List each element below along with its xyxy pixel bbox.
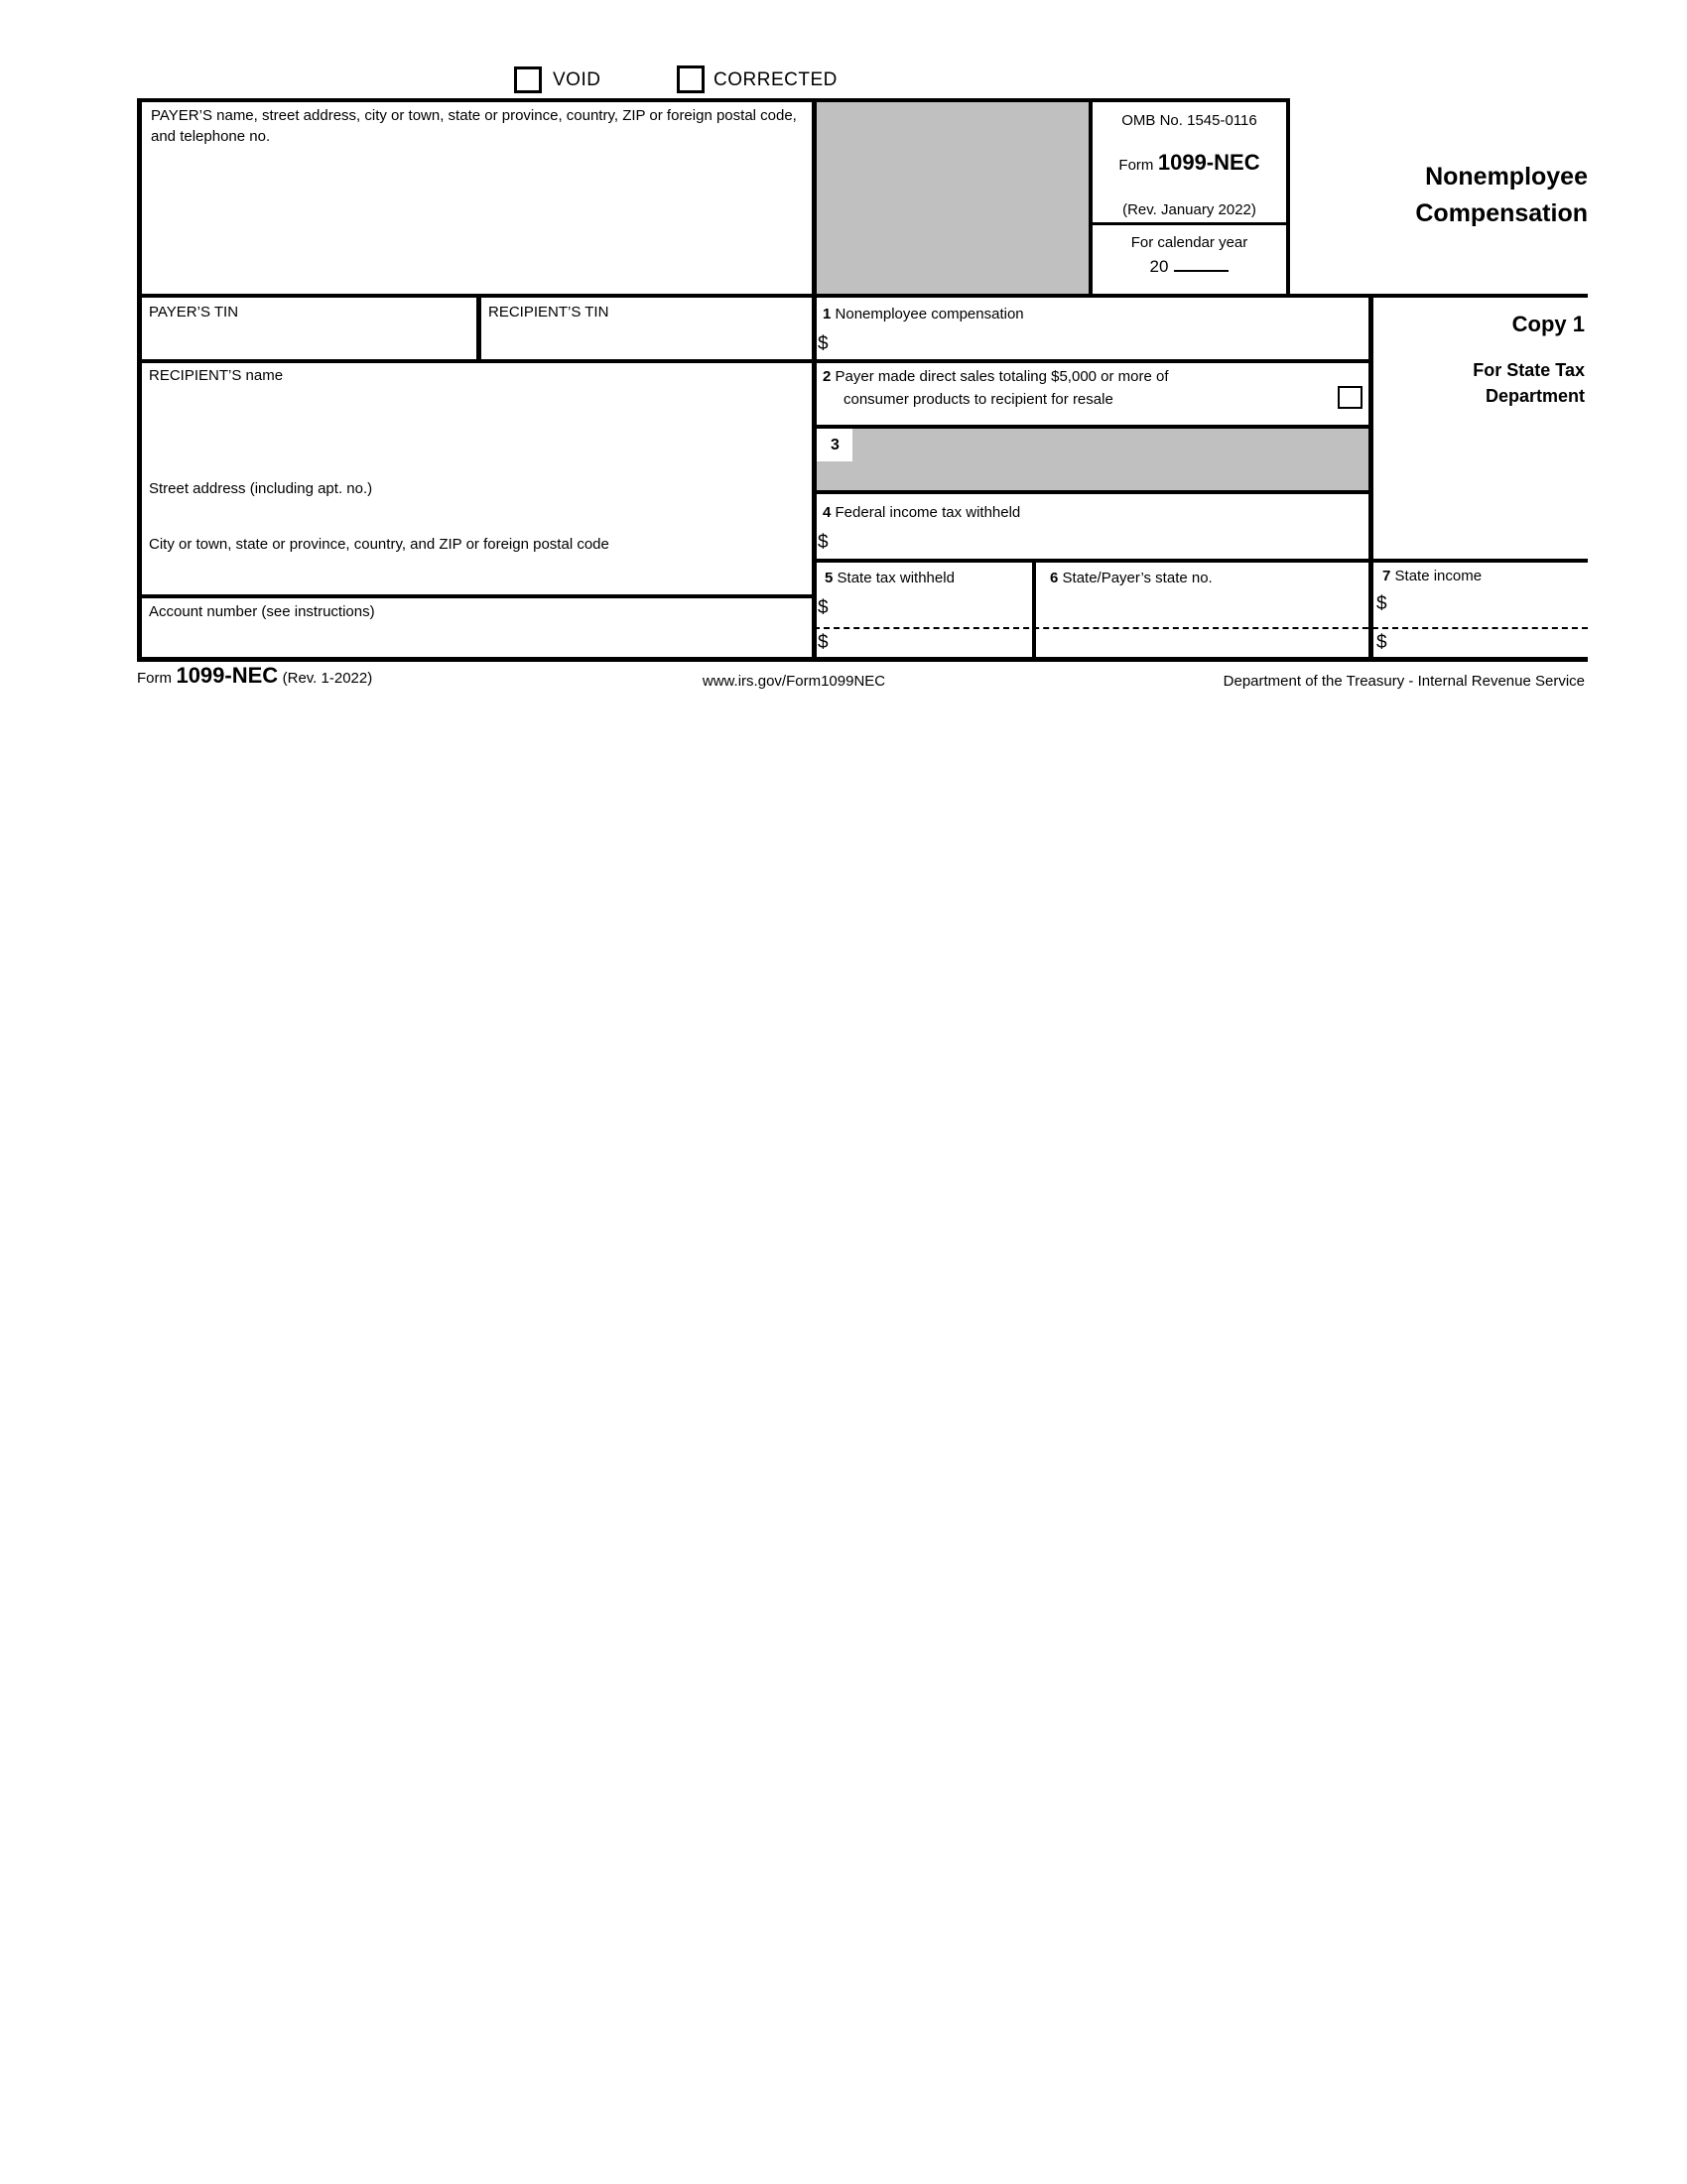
state-row-dashed-line — [814, 627, 1588, 629]
payer-info-field[interactable] — [145, 149, 805, 288]
recipient-tin-label: RECIPIENT’S TIN — [488, 304, 609, 321]
box2-checkbox[interactable] — [1338, 386, 1363, 409]
calendar-year-label: For calendar year — [1130, 234, 1248, 251]
revision-label: (Rev. January 2022) — [1122, 201, 1256, 218]
copy-label: Copy 1 — [1511, 312, 1585, 336]
footer-form-number: 1099-NEC — [176, 663, 279, 688]
box1-label: 1 Nonemployee compensation — [823, 306, 1024, 322]
recipient-tin-field[interactable] — [486, 323, 808, 357]
form-title-line1: Nonemployee — [1425, 163, 1588, 191]
box5-dollar-sign-bottom: $ — [818, 632, 829, 653]
box6-field-top[interactable] — [1042, 593, 1364, 623]
tin-divider — [476, 294, 481, 363]
corrected-label: CORRECTED — [714, 69, 838, 90]
box7-label: 7 State income — [1382, 568, 1483, 584]
box5-dollar-sign-top: $ — [818, 597, 829, 618]
box4-dollar-sign: $ — [818, 532, 829, 553]
box2-divider — [812, 425, 1372, 429]
box7-dollar-sign-top: $ — [1376, 593, 1387, 614]
footer-form-word: Form — [137, 670, 172, 687]
box2-label-line2: consumer products to recipient for resale — [844, 391, 1113, 408]
footer-department: Department of the Treasury - Internal Revenue Service — [1223, 673, 1585, 690]
void-checkbox[interactable] — [514, 66, 542, 93]
box6-field-bottom[interactable] — [1042, 631, 1364, 655]
form-word: Form — [1118, 157, 1154, 174]
box1-number: 1 — [823, 306, 832, 322]
box2-label: 2 Payer made direct sales totaling $5,000 or more of — [823, 368, 1169, 385]
box4-amount-field[interactable] — [839, 530, 1364, 556]
footer-revision: (Rev. 1-2022) — [282, 670, 373, 687]
box5-number: 5 — [825, 570, 834, 586]
box5-amount-field-top[interactable] — [839, 595, 1027, 623]
city-label: City or town, state or province, country, and ZIP or foreign postal code — [149, 536, 609, 553]
recipient-name-field[interactable] — [147, 389, 807, 468]
box5-6-divider — [1032, 559, 1036, 662]
box3-number: 3 — [831, 437, 840, 453]
calendar-year-field[interactable] — [1174, 256, 1229, 272]
box7-amount-field-top[interactable] — [1397, 591, 1586, 621]
shaded-area-top — [817, 102, 1089, 294]
box3-divider — [812, 490, 1372, 494]
omb-number: OMB No. 1545-0116 — [1121, 112, 1257, 129]
column-divider — [812, 98, 817, 662]
box3-shaded-area — [817, 429, 1368, 490]
box6-number: 6 — [1050, 570, 1059, 586]
footer-form-id — [137, 663, 372, 689]
calendar-year-prefix: 20 — [1149, 257, 1169, 276]
calendar-year-row — [1093, 256, 1286, 277]
account-divider — [137, 594, 816, 598]
recipient-name-label: RECIPIENT’S name — [149, 367, 284, 384]
box6-label: 6 State/Payer’s state no. — [1050, 570, 1213, 586]
copy-for-line1: For State Tax — [1473, 360, 1585, 380]
form-title-line2: Compensation — [1415, 199, 1588, 227]
form-number: 1099-NEC — [1157, 150, 1260, 175]
tin-row-divider — [137, 359, 1372, 363]
box7-amount-field-bottom[interactable] — [1397, 631, 1586, 655]
box4-number: 4 — [823, 504, 832, 521]
box4-label: 4 Federal income tax withheld — [823, 504, 1021, 521]
box5-label: 5 State tax withheld — [825, 570, 955, 586]
copy-for-line2: Department — [1485, 386, 1585, 406]
corrected-checkbox[interactable] — [677, 65, 705, 93]
border-left — [137, 98, 142, 662]
box4-divider — [812, 559, 1588, 563]
box7-number: 7 — [1382, 568, 1391, 584]
payer-info-label: PAYER’S name, street address, city or town, state or province, country, ZIP or foreign postal code, and telephone no. — [151, 107, 797, 145]
payer-tin-label: PAYER’S TIN — [149, 304, 239, 321]
box2-number: 2 — [823, 368, 832, 385]
box1-amount-field[interactable] — [839, 331, 1364, 357]
footer-url: www.irs.gov/Form1099NEC — [702, 673, 886, 690]
copy-for — [1287, 357, 1585, 409]
copy-column-border — [1368, 294, 1373, 662]
payer-tin-field[interactable] — [147, 323, 472, 357]
street-address-field[interactable] — [147, 501, 807, 529]
account-number-label: Account number (see instructions) — [149, 603, 375, 620]
city-field[interactable] — [147, 558, 807, 589]
box1-dollar-sign: $ — [818, 333, 829, 354]
box5-amount-field-bottom[interactable] — [839, 630, 1027, 655]
account-number-field[interactable] — [147, 623, 807, 655]
form-title — [1191, 159, 1588, 232]
void-label: VOID — [553, 69, 601, 90]
box7-dollar-sign-bottom: $ — [1376, 632, 1387, 653]
street-address-label: Street address (including apt. no.) — [149, 480, 373, 497]
